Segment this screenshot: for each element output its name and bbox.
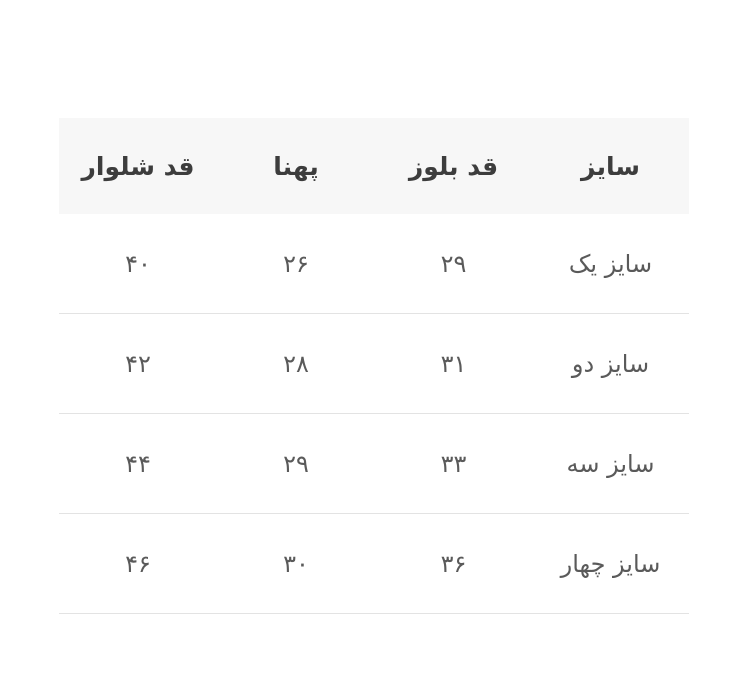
column-header-width: پهنا: [273, 152, 319, 181]
table-row: [59, 514, 689, 614]
cell-blouse-length: ۳۱: [375, 314, 532, 414]
cell-size: سایز دو: [532, 314, 689, 414]
cell-pants-length: ۴۴: [59, 414, 217, 514]
cell-width: ۲۸: [217, 314, 375, 414]
cell-pants-length: ۴۲: [59, 314, 217, 414]
table-body: [59, 214, 689, 614]
column-header-blouse-length: قد بلوز: [408, 152, 499, 181]
table-header-row: [59, 118, 689, 214]
table-row: [59, 314, 689, 414]
cell-width: ۳۰: [217, 514, 375, 614]
table-row: [59, 214, 689, 314]
column-header-size: سایز: [581, 152, 640, 181]
cell-size: سایز چهار: [532, 514, 689, 614]
cell-pants-length: ۴۰: [59, 214, 217, 314]
cell-size: سایز سه: [532, 414, 689, 514]
cell-size: سایز یک: [532, 214, 689, 314]
size-table-container: [59, 118, 689, 614]
size-table: [59, 118, 689, 614]
cell-blouse-length: ۲۹: [375, 214, 532, 314]
table-row: [59, 414, 689, 514]
cell-blouse-length: ۳۶: [375, 514, 532, 614]
table-header: [59, 118, 689, 214]
cell-blouse-length: ۳۳: [375, 414, 532, 514]
cell-width: ۲۶: [217, 214, 375, 314]
cell-width: ۲۹: [217, 414, 375, 514]
column-header-pants-length: قد شلوار: [81, 152, 195, 181]
cell-pants-length: ۴۶: [59, 514, 217, 614]
